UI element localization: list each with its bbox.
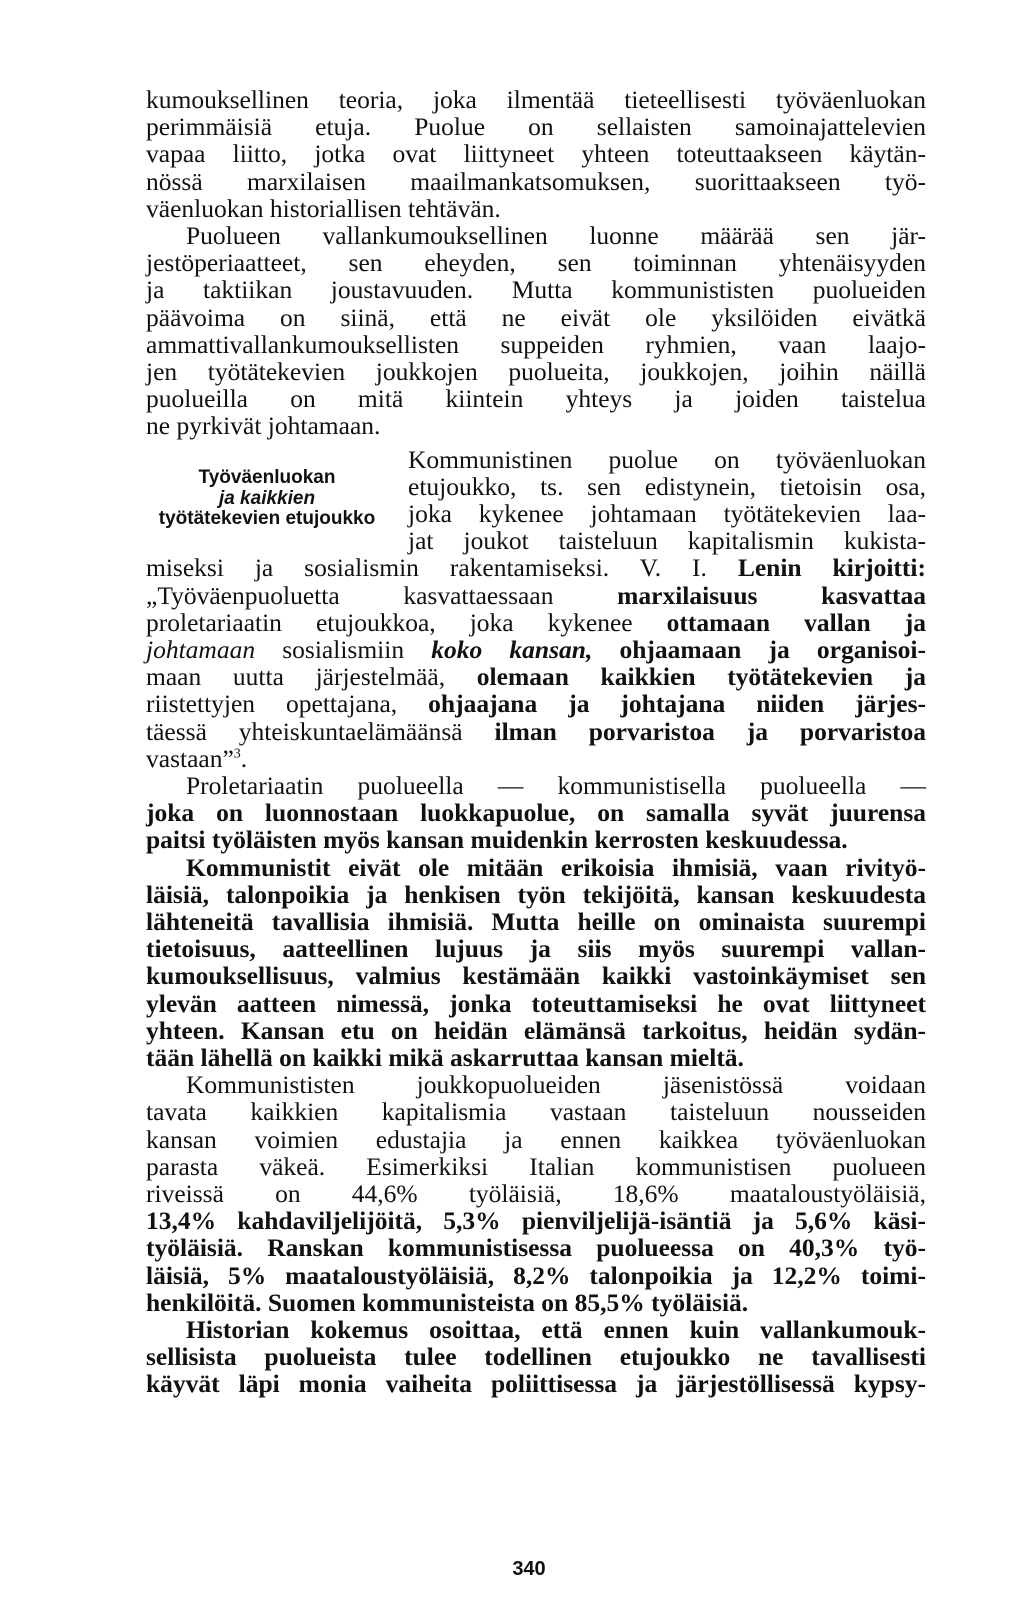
text-run: ilman porvaristoa ja porvaristoa (494, 716, 926, 746)
text-line: parasta väkeä. Esimerkiksi Italian kommunistisen puolueen (146, 1151, 926, 1181)
text-line: nössä marxilaisen maailmankatsomuksen, suorittaakseen työ- (146, 166, 926, 196)
text-line: jestöperiaatteet, sen eheyden, sen toiminnan yhtenäisyyden (146, 248, 926, 278)
text-run: täessä yhteiskuntaelämäänsä (146, 716, 495, 746)
text-line: Kommunistit eivät ole mitään erikoisia ihmisiä, vaan rivityö- (186, 852, 926, 882)
text-run: Lenin kirjoitti: (737, 553, 926, 583)
paragraph-membership (146, 1071, 926, 1397)
paragraph-vanguard (408, 446, 926, 555)
text-line: läisiä, 5% maataloustyöläisiä, 8,2% talonpoikia ja 12,2% toimi- (146, 1260, 926, 1290)
text-run: koko kansan, (431, 634, 593, 664)
text-line: väenluokan historiallisen tehtävän. (146, 193, 501, 223)
text-line (146, 745, 926, 772)
text-line: Kommunistinen puolue on työväenluokan (408, 444, 926, 474)
text-run: miseksi ja sosialismin rakentamiseksi. V. I. (146, 553, 738, 583)
paragraph-communists (146, 772, 926, 1071)
text-line: etujoukko, ts. sen edistynein, tietoisin osa, (408, 471, 926, 501)
text-line: yhteen. Kansan etu on heidän elämänsä tarkoitus, heidän sydän- (146, 1015, 926, 1045)
text-line: ja taktiikan joustavuuden. Mutta kommunististen puolueiden (146, 275, 926, 305)
text-run: vastaan” (146, 743, 234, 773)
text-line: Historian kokemus osoittaa, että ennen kuin vallankumouk- (186, 1314, 926, 1344)
text-run: . (240, 743, 248, 773)
text-line: perimmäisiä etuja. Puolue on sellaisten samoinajattelevien (146, 112, 926, 142)
margin-heading-line: työtätekevien etujoukko (158, 508, 376, 529)
text-line: kansan voimien edustajia ja ennen kaikkea työväenluokan (146, 1124, 926, 1154)
text-line: sellisista puolueista tulee todellinen etujoukko ne tavallisesti (146, 1342, 926, 1372)
text-line (146, 663, 926, 690)
text-line: työläisiä. Ranskan kommunistisessa puolueessa on 40,3% työ- (146, 1233, 926, 1263)
text-line: Puolueen vallankumouksellinen luonne määrää sen jär- (186, 220, 926, 250)
text-line: tään lähellä on kaikki mikä askarruttaa kansan mieltä. (146, 1042, 744, 1072)
text-line: joka on luonnostaan luokkapuolue, on samalla syvät juurensa (146, 798, 926, 828)
margin-heading-line: ja kaikkien (218, 487, 316, 509)
text-line: tavata kaikkien kapitalismia vastaan taisteluun nousseiden (146, 1097, 926, 1127)
text-line: ammattivallankumouksellisten suppeiden ryhmien, vaan laajo- (146, 329, 926, 359)
text-line (146, 718, 926, 745)
text-line: 13,4% kahdaviljelijöitä, 5,3% pienviljelijä-isäntiä ja 5,6% käsi- (146, 1206, 926, 1236)
paragraph-lenin-quote (146, 554, 926, 772)
text-run: „Työväenpuoluetta kasvattaessaan (146, 580, 618, 610)
text-line: henkilöitä. Suomen kommunisteista on 85,5% työläisiä. (146, 1287, 749, 1317)
text-line: Kommunististen joukkopuolueiden jäsenistössä voidaan (186, 1070, 926, 1100)
text-line (146, 609, 926, 636)
text-line: jat joukot taisteluun kapitalismin kukista- (408, 526, 926, 556)
text-line: kumouksellinen teoria, joka ilmentää tieteellisesti työväenluokan (146, 85, 926, 114)
text-line (146, 582, 926, 609)
margin-heading (142, 468, 392, 530)
text-run: sosialismiin (255, 634, 432, 664)
text-line: riveissä on 44,6% työläisiä, 18,6% maataloustyöläisiä, (146, 1178, 926, 1208)
text-run: ohjaajana ja johtajana niiden järjes- (428, 689, 926, 719)
text-line: lähteneitä tavallisia ihmisiä. Mutta heille on ominaista suurempi (146, 906, 926, 936)
margin-heading-line: Työväenluokan (198, 467, 336, 488)
text-line: ylevän aatteen nimessä, jonka toteuttamiseksi he ovat liittyneet (146, 988, 926, 1018)
text-run: Proletariaatin puolueella — kommunistisella puolueella — (186, 771, 926, 800)
text-line: vapaa liitto, jotka ovat liittyneet yhteen toteuttaakseen käytän- (146, 139, 926, 169)
page-number: 340 (512, 1558, 546, 1580)
text-line: jen työtätekevien joukkojen puolueita, joukkojen, joihin näillä (146, 356, 926, 386)
text-run: johtamaan (146, 634, 256, 664)
text-line: päävoima on siinä, että ne eivät ole yksilöiden eivätkä (146, 302, 926, 332)
text-run: ohjaamaan ja organisoi- (592, 634, 926, 664)
text-run: proletariaatin etujoukkoa, joka kykenee (146, 607, 667, 637)
text-line (146, 554, 926, 581)
text-line (146, 636, 926, 663)
text-run: olemaan kaikkien työtätekevien ja (476, 662, 926, 692)
footnote-ref: 3 (233, 746, 241, 762)
text-line (146, 690, 926, 717)
text-line: paitsi työläisten myös kansan muidenkin kerrosten keskuudessa. (146, 825, 848, 855)
text-line: ne pyrkivät johtamaan. (146, 411, 381, 441)
text-line: läisiä, talonpoikia ja henkisen työn tekijöitä, kansan keskuudesta (146, 879, 926, 909)
text-run: ottamaan vallan ja (666, 607, 926, 637)
text-run: maan uutta järjestelmää, (146, 662, 477, 692)
text-line: joka kykenee johtamaan työtätekevien laa- (408, 498, 926, 528)
paragraph-party-definition (146, 86, 926, 439)
text-line (146, 772, 926, 799)
text-line: puolueilla on mitä kiintein yhteys ja joiden taistelua (146, 384, 926, 414)
text-run: marxilaisuus kasvattaa (617, 580, 926, 610)
text-line: kumouksellisuus, valmius kestämään kaikki vastoinkäymiset sen (146, 961, 926, 991)
text-line: tietoisuus, aatteellinen lujuus ja siis myös suurempi vallan- (146, 934, 926, 964)
text-run: riistettyjen opettajana, (146, 689, 429, 719)
text-line: käyvät läpi monia vaiheita poliittisessa ja järjestöllisessä kypsy- (146, 1369, 926, 1399)
